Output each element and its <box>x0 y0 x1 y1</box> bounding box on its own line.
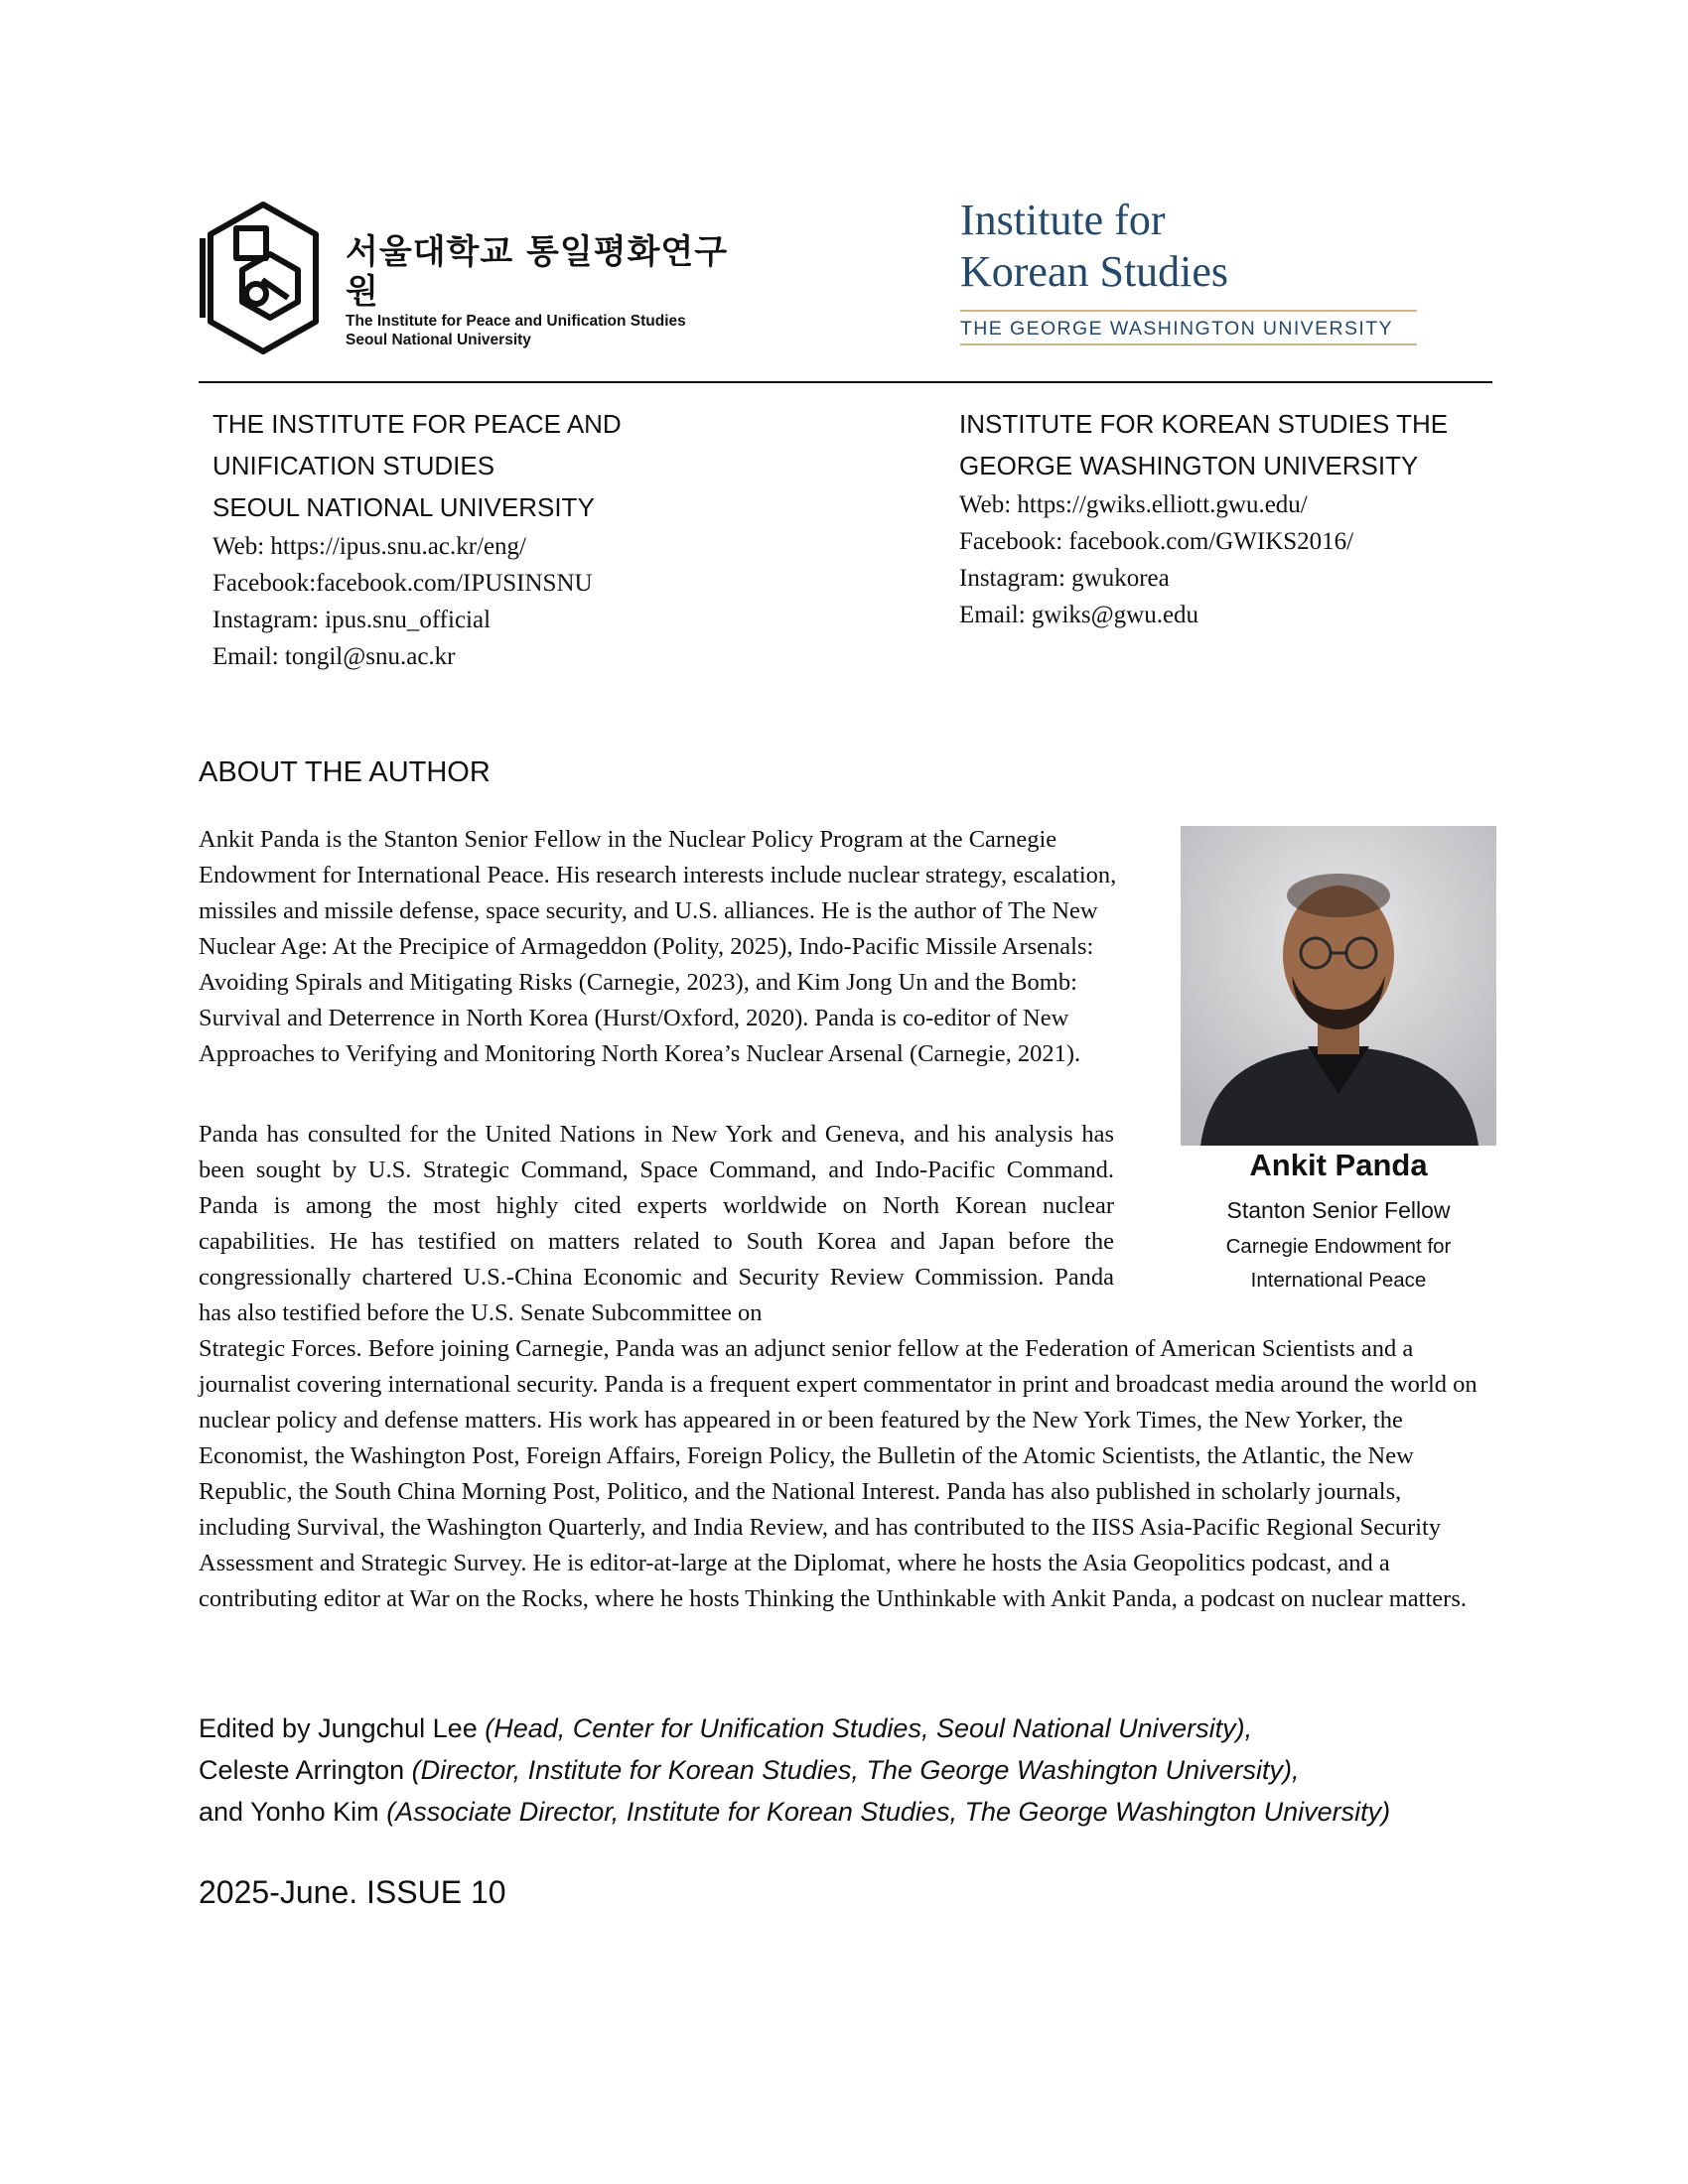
iks-title-line1: Institute for <box>960 196 1166 244</box>
ipus-web-link[interactable]: Web: https://ipus.snu.ac.kr/eng/ <box>212 533 527 560</box>
about-paragraph-2-top: Panda has consulted for the United Nations in New York and Geneva, and his analysis has been sought by U.S. Strategic Command, Space Command, and Indo-Pacific Command. Panda is among the most highly cited experts worldwide on North Korean nuclear capabilities. He has testified on matters related to South Korea and Japan before the congressionally chartered U.S.-China Economic and Security Review Commission. Panda has also testified before the U.S. Senate Subcommittee on <box>199 1121 1114 1326</box>
author-portrait-icon <box>1181 826 1496 1146</box>
issue-label: 2025-June. ISSUE 10 <box>199 1874 506 1910</box>
editor-name: Jungchul Lee <box>318 1713 478 1743</box>
about-paragraph-1: Ankit Panda is the Stanton Senior Fellow in the Nuclear Policy Program at the Carnegie Endowment for International Peace. His research interests include nuclear strategy, escalation, missiles and missile defense, space security, and U.S. alliances. He is the author of The New Nuclear Age: At the Precipice of Armageddon (Polity, 2025), Indo-Pacific Missile Arsenals: Avoiding Spirals and Mitigating Risks (Carnegie, 2023), and Kim Jong Un and the Bomb: Survival and Deterrence in North Korea (Hurst/Oxford, 2020). Panda is co-editor of New Approaches to Verifying and Monitoring North Korea’s Nuclear Arsenal (Carnegie, 2021). <box>199 826 1117 1067</box>
iks-contact-heading-1: INSTITUTE FOR KOREAN STUDIES THE <box>959 409 1449 439</box>
header-divider <box>199 381 1492 383</box>
iks-divider <box>960 310 1417 312</box>
ipus-contact-heading-3: SEOUL NATIONAL UNIVERSITY <box>212 492 595 522</box>
iks-contact-heading-2: GEORGE WASHINGTON UNIVERSITY <box>959 451 1419 480</box>
iks-web-link[interactable]: Web: https://gwiks.elliott.gwu.edu/ <box>959 491 1308 518</box>
credit-line-1 <box>199 1707 1390 1749</box>
ipus-instagram-link[interactable]: Instagram: ipus.snu_official <box>212 607 492 633</box>
editor-role: (Director, Institute for Korean Studies, The George Washington University), <box>411 1755 1300 1785</box>
caption-name: Ankit Panda <box>1249 1148 1428 1182</box>
editor-role: (Associate Director, Institute for Korean Studies, The George Washington University) <box>386 1797 1391 1827</box>
about-heading: ABOUT THE AUTHOR <box>199 756 491 788</box>
editor-role: (Head, Center for Unification Studies, Seoul National University), <box>485 1713 1253 1743</box>
iks-divider-bottom <box>960 343 1417 345</box>
editor-credits <box>199 1707 1390 1833</box>
iks-title-line2: Korean Studies <box>960 247 1229 296</box>
ipus-english-name: The Institute for Peace and Unification Studies <box>346 313 686 330</box>
credit-line-3 <box>199 1791 1390 1833</box>
credit-prefix: and <box>199 1797 251 1827</box>
ipus-logo <box>199 199 755 357</box>
ipus-korean-name: 서울대학교 통일평화연구원 <box>346 232 729 312</box>
iks-logo <box>960 195 1419 353</box>
iks-instagram-link[interactable]: Instagram: gwukorea <box>959 565 1170 592</box>
ipus-contact-heading-2: UNIFICATION STUDIES <box>212 451 495 480</box>
editor-name: Yonho Kim <box>250 1797 379 1827</box>
ipus-facebook-link[interactable]: Facebook:facebook.com/IPUSINSNU <box>212 570 593 597</box>
iks-facebook-link[interactable]: Facebook: facebook.com/GWIKS2016/ <box>959 528 1354 555</box>
editor-name: Celeste Arrington <box>199 1755 405 1785</box>
caption-role: Stanton Senior Fellow <box>1226 1197 1451 1223</box>
caption-org-line1: Carnegie Endowment for <box>1225 1235 1452 1258</box>
author-photo <box>1181 826 1496 1146</box>
ipus-university-name: Seoul National University <box>346 332 531 348</box>
iks-email-link[interactable]: Email: gwiks@gwu.edu <box>959 602 1199 628</box>
caption-org-line2: International Peace <box>1250 1269 1427 1292</box>
ipus-email-link[interactable]: Email: tongil@snu.ac.kr <box>212 643 456 670</box>
iks-contact <box>959 403 1515 633</box>
about-paragraph-2-bottom: Strategic Forces. Before joining Carnegie, Panda was an adjunct senior fellow at the Federation of American Scientists and a journalist covering international security. Panda is a frequent expert commentator in print and broadcast media around the world on nuclear policy and defense matters. His work has appeared in or been featured by the New York Times, the New Yorker, the Economist, the Washington Post, Foreign Affairs, Foreign Policy, the Bulletin of the Atomic Scientists, the Atlantic, the New Republic, the South China Morning Post, Politico, and the National Interest. Panda has also published in scholarly journals, including Survival, the Washington Quarterly, and India Review, and has contributed to the IISS Asia-Pacific Regional Security Assessment and Strategic Survey. He is editor-at-large at the Diplomat, where he hosts the Asia Geopolitics podcast, and a contributing editor at War on the Rocks, where he hosts Thinking the Unthinkable with Ankit Panda, a podcast on nuclear matters. <box>199 1335 1477 1612</box>
ipus-emblem-icon <box>199 199 328 357</box>
credit-line-2 <box>199 1749 1390 1791</box>
ipus-contact-heading-1: THE INSTITUTE FOR PEACE AND <box>212 409 622 439</box>
iks-subtitle: THE GEORGE WASHINGTON UNIVERSITY <box>960 318 1393 340</box>
credit-prefix: Edited by <box>199 1713 319 1743</box>
ipus-contact <box>212 403 729 675</box>
